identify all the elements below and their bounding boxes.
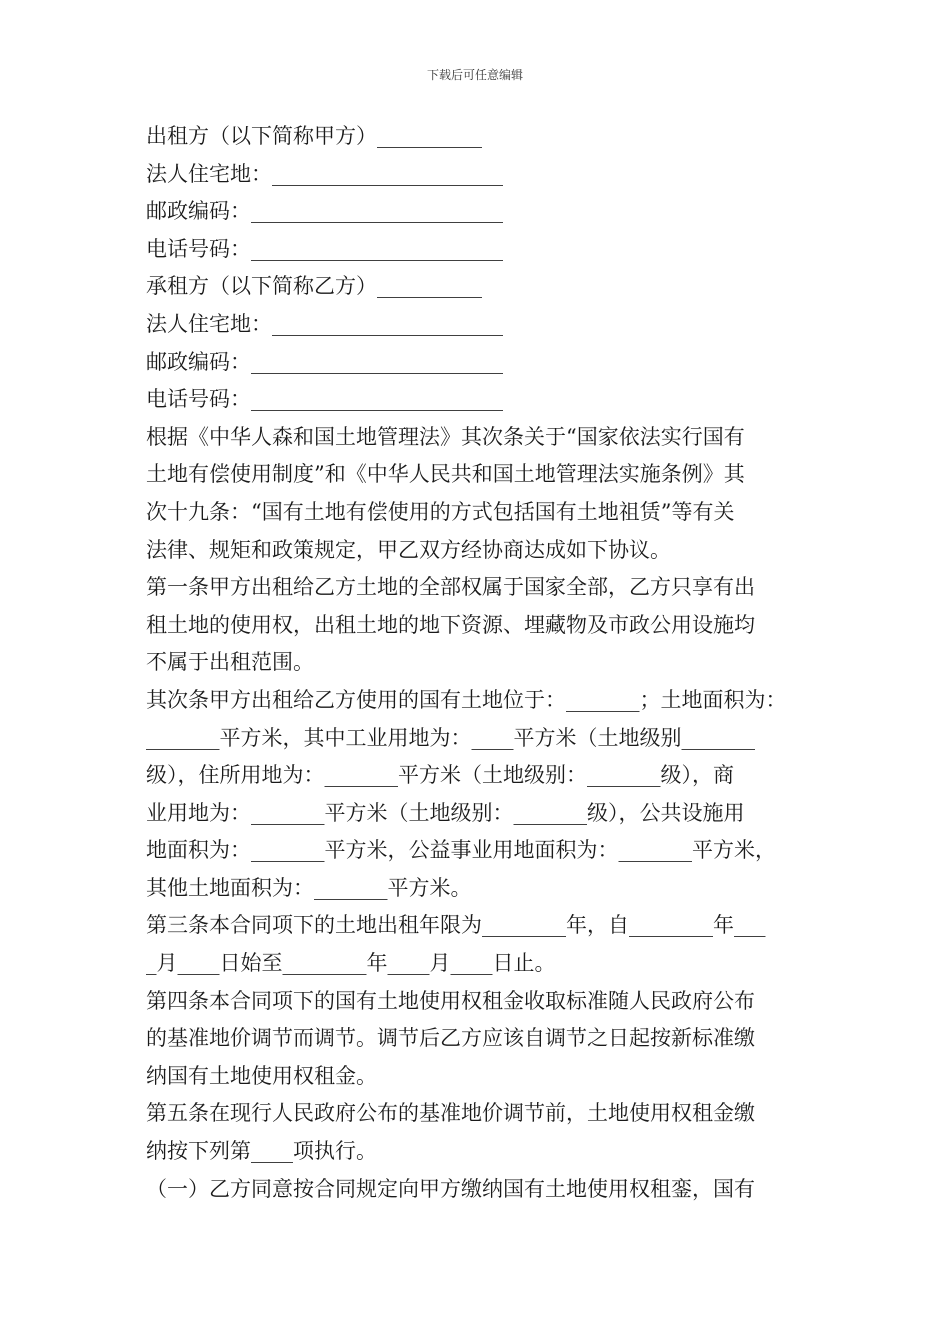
article-1-paragraph (146, 569, 826, 682)
text-line: 土地有偿使用制度”和《中华人民共和国土地管理法实施条例》其 (146, 462, 745, 487)
article-4-paragraph (146, 983, 826, 1096)
text-line: 级），住所用地为：_______平方米（土地级别：_______级），商 (146, 763, 734, 788)
text-line: 第一条甲方出租给乙方土地的全部权属于国家全部，乙方只享有出 (146, 575, 755, 600)
text-line: 租土地的使用权，出租土地的地下资源、埋藏物及市政公用设施均 (146, 612, 755, 637)
text-line: 不属于出租范围。 (146, 650, 314, 675)
text-line: 根据《中华人森和国土地管理法》其次条关于“国家依法实行国有 (146, 424, 745, 449)
text-line: 第三条本合同项下的土地出租年限为________年，自________年___ (146, 913, 766, 938)
page-header: 下载后可任意编辑 (426, 68, 523, 82)
contract-body (146, 118, 826, 1208)
text-line: 的基准地价调节而调节。调节后乙方应该自调节之日起按新标准缴 (146, 1026, 755, 1051)
lessor-name-field: 出租方（以下简称甲方）__________ (146, 124, 482, 148)
text-line: 业用地为：_______平方米（土地级别：_______级），公共设施用 (146, 800, 745, 825)
lessor-address-field: 法人住宅地：______________________ (146, 161, 503, 186)
text-line: _______平方米，其中工业用地为：____平方米（土地级别_______ (146, 725, 755, 750)
text-line: 其次条甲方出租给乙方使用的国有土地位于：_______；土地面积为： (146, 687, 787, 712)
lessee-address-field: 法人住宅地：______________________ (146, 311, 503, 336)
lessee-phone-field: 电话号码：________________________ (146, 387, 503, 412)
text-line: 法律、规矩和政策规定，甲乙双方经协商达成如下协议。 (146, 537, 671, 562)
item-1-paragraph (146, 1171, 826, 1209)
text-line: 地面积为：_______平方米，公益事业用地面积为：_______平方米， (146, 838, 776, 863)
text-line: 纳按下列第____项执行。 (146, 1139, 377, 1164)
text-line: _月____日始至________年____月____日止。 (146, 951, 556, 976)
article-2-paragraph (146, 682, 826, 908)
text-line: 纳国有土地使用权租金。 (146, 1063, 377, 1088)
text-line: 第四条本合同项下的国有土地使用权租金收取标准随人民政府公布 (146, 988, 755, 1013)
article-3-paragraph (146, 907, 826, 982)
lessee-postcode-field: 邮政编码：________________________ (146, 349, 503, 374)
party-fields (146, 118, 826, 419)
text-line: 第五条在现行人民政府公布的基准地价调节前，土地使用权租金缴 (146, 1101, 755, 1126)
text-line: 其他土地面积为：_______平方米。 (146, 875, 472, 900)
preamble-paragraph (146, 419, 826, 569)
lessee-name-field: 承租方（以下简称乙方）__________ (146, 274, 482, 299)
lessor-postcode-field: 邮政编码：________________________ (146, 199, 503, 224)
text-line: （一）乙方同意按合同规定向甲方缴纳国有土地使用权租銮，国有 (146, 1176, 755, 1201)
lessor-phone-field: 电话号码：________________________ (146, 236, 503, 261)
article-5-paragraph (146, 1095, 826, 1170)
text-line: 次十九条：“国有土地有偿使用的方式包括国有土地祖赁”等有关 (146, 499, 735, 524)
